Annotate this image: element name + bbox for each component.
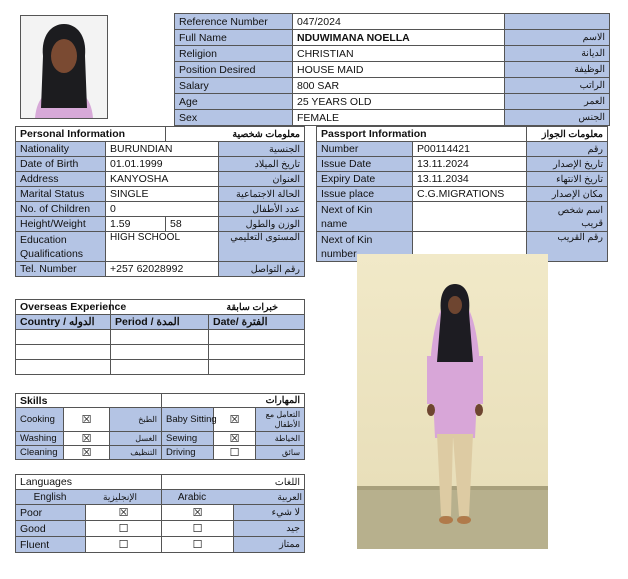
table-row [317, 202, 608, 232]
skill-label: Washing [16, 432, 64, 446]
children-value: 0 [106, 202, 219, 217]
row-label-ar: الديانة [505, 46, 610, 62]
label-line: name [321, 217, 348, 230]
religion-value: CHRISTIAN [293, 46, 505, 62]
row-label-ar [527, 202, 608, 232]
skill-label-ar [256, 408, 305, 432]
english-header [16, 490, 162, 505]
row-label-ar [505, 14, 610, 30]
table-row [16, 330, 305, 345]
arabic-label-ar: العربية [277, 492, 302, 502]
salary-value: 800 SAR [293, 78, 505, 94]
row-label: Expiry Date [317, 172, 413, 187]
languages-table [15, 474, 305, 553]
row-label-ar: مكان الإصدار [527, 187, 608, 202]
table-row [16, 505, 305, 521]
issue-date-value: 13.11.2024 [413, 157, 527, 172]
section-title-ar: معلومات الجواز [527, 127, 608, 142]
table-row [16, 345, 305, 360]
english-checkbox[interactable]: ☒ [86, 505, 162, 521]
table-row [175, 78, 610, 94]
arabic-checkbox[interactable]: ☐ [162, 521, 234, 537]
row-label: Marital Status [16, 187, 106, 202]
skill-label-ar: سائق [256, 446, 305, 460]
section-header [16, 300, 305, 315]
table-row [16, 262, 305, 277]
label-line: Next of Kin [321, 233, 373, 246]
table-row [16, 157, 305, 172]
column-header: Period / المدة [111, 315, 209, 330]
row-label-ar: الحالة الاجتماعية [219, 187, 305, 202]
table-row [16, 232, 305, 262]
sex-value: FEMALE [293, 110, 505, 126]
section-title-ar: معلومات شخصية [166, 127, 305, 142]
table-row [16, 432, 305, 446]
row-label-ar: رقم التواصل [219, 262, 305, 277]
arabic-label: Arabic [177, 492, 207, 503]
full-body-photo [357, 254, 548, 549]
level-label: Poor [16, 505, 86, 521]
table-row [317, 187, 608, 202]
section-title-ar: المهارات [162, 394, 305, 408]
row-label: No. of Children [16, 202, 106, 217]
table-row [16, 187, 305, 202]
section-header [16, 475, 305, 490]
skill-label-ar: الغسل [110, 432, 162, 446]
table-row [175, 14, 610, 30]
row-label-ar: العنوان [219, 172, 305, 187]
row-label-ar: الوظيفة [505, 62, 610, 78]
label-line: التعامل مع [265, 409, 301, 419]
level-label-ar: جيد [234, 521, 305, 537]
row-label-ar: الاسم [505, 30, 610, 46]
height-value: 1.59 [106, 217, 166, 232]
table-row [16, 446, 305, 460]
row-label: Issue place [317, 187, 413, 202]
skill-label: Baby Sitting [162, 408, 214, 432]
section-title: Overseas Experience [16, 300, 111, 315]
row-label: Sex [175, 110, 293, 126]
dob-value: 01.01.1999 [106, 157, 219, 172]
row-label: Age [175, 94, 293, 110]
label-line: Qualifications [20, 247, 84, 260]
skill-label-ar: الطبخ [110, 408, 162, 432]
row-label-ar: رقم القريب [527, 232, 608, 262]
row-label-ar: المستوى التعليمي [219, 232, 305, 262]
label-line: اسم شخص [557, 204, 604, 216]
section-title-ar: اللغات [162, 475, 305, 490]
column-header: Country / الدوله [16, 315, 111, 330]
skill-label-ar: التنظيف [110, 446, 162, 460]
position-value: HOUSE MAID [293, 62, 505, 78]
skill-checkbox[interactable]: ☒ [214, 432, 256, 446]
row-label-ar: تاريخ الانتهاء [527, 172, 608, 187]
row-label: Tel. Number [16, 262, 106, 277]
skill-checkbox[interactable]: ☒ [214, 408, 256, 432]
personal-info-table [15, 126, 305, 277]
marital-status-value: SINGLE [106, 187, 219, 202]
table-row [16, 217, 305, 232]
row-label: Date of Birth [16, 157, 106, 172]
expiry-date-value: 13.11.2034 [413, 172, 527, 187]
weight-value: 58 [166, 217, 219, 232]
section-header [16, 127, 305, 142]
row-label: Full Name [175, 30, 293, 46]
section-header [16, 394, 305, 408]
arabic-checkbox[interactable]: ☒ [162, 505, 234, 521]
issue-place-value: C.G.MIGRATIONS [413, 187, 527, 202]
english-checkbox[interactable]: ☐ [86, 537, 162, 553]
passport-number-value: P00114421 [413, 142, 527, 157]
column-header-row [16, 315, 305, 330]
row-label: Reference Number [175, 14, 293, 30]
level-label-ar: ممتاز [234, 537, 305, 553]
table-row [175, 30, 610, 46]
education-value: HIGH SCHOOL [106, 232, 219, 262]
arabic-header [162, 490, 305, 505]
table-row [317, 172, 608, 187]
skill-checkbox[interactable]: ☒ [64, 432, 110, 446]
kin-name-value [413, 202, 527, 232]
reference-number-value: 047/2024 [293, 14, 505, 30]
table-row [317, 142, 608, 157]
level-label: Fluent [16, 537, 86, 553]
row-label: Salary [175, 78, 293, 94]
table-row [175, 46, 610, 62]
section-title: Passport Information [317, 127, 527, 142]
full-name-value: NDUWIMANA NOELLA [293, 30, 505, 46]
label-line: number [321, 247, 357, 260]
row-label: Height/Weight [16, 217, 106, 232]
row-label-ar: تاريخ الإصدار [527, 157, 608, 172]
row-label: Issue Date [317, 157, 413, 172]
english-label: English [33, 492, 67, 503]
table-row [175, 110, 610, 126]
nationality-value: BURUNDIAN [106, 142, 219, 157]
skill-label: Cooking [16, 408, 64, 432]
skill-label: Driving [162, 446, 214, 460]
row-label [16, 232, 106, 262]
address-value: KANYOSHA [106, 172, 219, 187]
column-header: Date/ الفترة [209, 315, 305, 330]
table-row [16, 202, 305, 217]
row-label-ar: العمر [505, 94, 610, 110]
section-title-ar: خبرات سابقة [111, 300, 305, 315]
skill-label: Sewing [162, 432, 214, 446]
english-label-ar: الإنجليزية [103, 492, 137, 502]
row-label: Address [16, 172, 106, 187]
row-label-ar: رقم [527, 142, 608, 157]
row-label-ar: عدد الأطفال [219, 202, 305, 217]
label-line: الأطفال [274, 419, 301, 429]
section-title: Skills [16, 394, 162, 408]
table-row [175, 62, 610, 78]
row-label-ar: الجنس [505, 110, 610, 126]
section-header [317, 127, 608, 142]
overseas-experience-table [15, 299, 305, 375]
row-label-ar: تاريخ الميلاد [219, 157, 305, 172]
label-line: Next of Kin [321, 203, 373, 216]
section-title: Personal Information [16, 127, 166, 142]
table-row [175, 94, 610, 110]
skill-checkbox[interactable]: ☐ [214, 446, 256, 460]
row-label-ar: الجنسية [219, 142, 305, 157]
label-line: قريب [581, 217, 604, 229]
row-label: Religion [175, 46, 293, 62]
skill-label-ar: الخياطة [256, 432, 305, 446]
column-header-row [16, 490, 305, 505]
row-label: Number [317, 142, 413, 157]
table-row [16, 408, 305, 432]
tel-value: +257 62028992 [106, 262, 219, 277]
arabic-checkbox[interactable]: ☐ [162, 537, 234, 553]
table-row [16, 172, 305, 187]
section-title: Languages [16, 475, 162, 490]
skill-checkbox[interactable]: ☒ [64, 408, 110, 432]
passport-info-table [316, 126, 608, 262]
label-line: Education [20, 233, 67, 246]
row-label: Nationality [16, 142, 106, 157]
row-label-ar: الراتب [505, 78, 610, 94]
table-row [16, 360, 305, 375]
header-info-table [174, 13, 610, 126]
table-row [16, 142, 305, 157]
table-row [16, 537, 305, 553]
table-row [16, 521, 305, 537]
level-label: Good [16, 521, 86, 537]
portrait-photo [20, 15, 108, 119]
skill-checkbox[interactable]: ☒ [64, 446, 110, 460]
level-label-ar: لا شيء [234, 505, 305, 521]
row-label: Position Desired [175, 62, 293, 78]
skills-table [15, 393, 305, 460]
skill-label: Cleaning [16, 446, 64, 460]
row-label [317, 202, 413, 232]
row-label-ar: الوزن والطول [219, 217, 305, 232]
table-row [317, 157, 608, 172]
age-value: 25 YEARS OLD [293, 94, 505, 110]
english-checkbox[interactable]: ☐ [86, 521, 162, 537]
